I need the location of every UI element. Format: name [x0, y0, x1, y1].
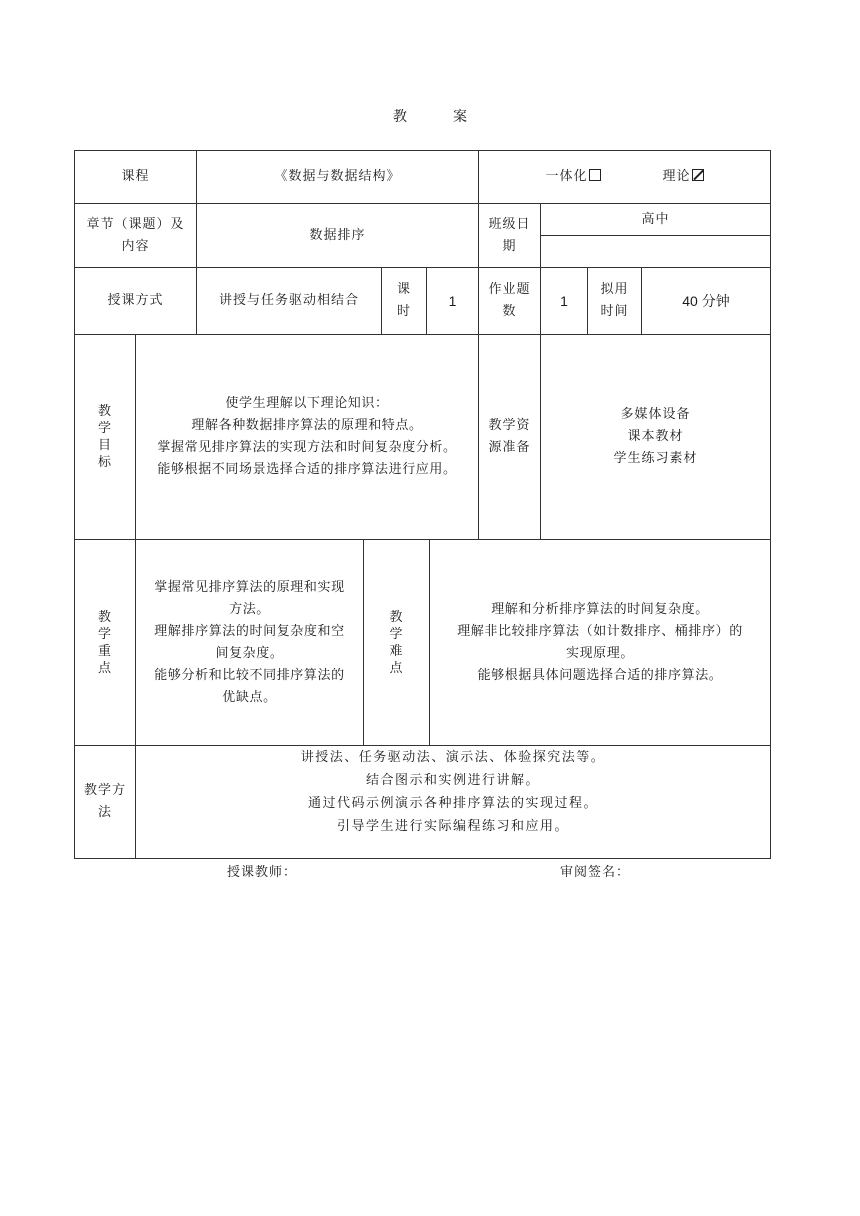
- resources-label-line: 源准备: [488, 440, 531, 455]
- page-title: 教案: [393, 109, 513, 125]
- method-label-cell: [75, 268, 196, 334]
- teaching-methods-label-line: 法: [97, 805, 112, 820]
- teaching-methods-line: 引导学生进行实际编程练习和应用。: [336, 819, 569, 834]
- planned-time-label-line: 时间: [600, 304, 629, 319]
- teaching-methods-content-cell: [136, 746, 770, 858]
- key-points-label-cell: [75, 540, 135, 745]
- key-points-label-char: 学: [97, 626, 112, 642]
- difficulties-label-cell: [364, 540, 429, 745]
- resources-label-line: 教学资: [488, 418, 531, 433]
- difficulties-content-cell: [430, 540, 770, 745]
- unchecked-box-icon[interactable]: [589, 169, 601, 181]
- checked-box-icon[interactable]: [692, 169, 704, 181]
- difficulties-label-char: 学: [389, 626, 404, 642]
- periods-label-cell: [382, 268, 426, 334]
- option-integrated-label: 一体化: [545, 169, 588, 184]
- teaching-methods-line: 结合图示和实例进行讲解。: [365, 773, 540, 788]
- course-label-cell: [75, 151, 196, 203]
- class-value-cell: [541, 204, 770, 235]
- periods-label-line: 时: [396, 304, 411, 319]
- difficulties-line: 理解和分析排序算法的时间复杂度。: [491, 601, 709, 617]
- objectives-label-char: 目: [97, 438, 112, 453]
- homework-label-line: 数: [502, 304, 517, 319]
- planned-time-label-line: 拟用: [600, 282, 629, 297]
- homework-label-line: 作业题: [488, 282, 531, 297]
- method-value: 讲授与任务驱动相结合: [218, 293, 359, 308]
- objectives-line: 能够根据不同场景选择合适的排序算法进行应用。: [157, 462, 457, 477]
- planned-time-label-cell: [588, 268, 641, 334]
- homework-label-cell: [479, 268, 540, 334]
- key-points-label-char: 教: [97, 609, 112, 625]
- chapter-content: 数据排序: [309, 227, 366, 243]
- chapter-label-cell: [75, 204, 196, 267]
- resources-label-cell: [479, 335, 540, 539]
- option-theory[interactable]: [663, 166, 704, 188]
- objectives-label-char: 教: [97, 404, 112, 419]
- objectives-line: 理解各种数据排序算法的原理和特点。: [191, 418, 423, 433]
- course-label: 课程: [121, 169, 150, 184]
- key-points-line: 能够分析和比较不同排序算法的: [154, 667, 345, 683]
- key-points-content-cell: [136, 540, 363, 745]
- homework-value-cell: [541, 268, 587, 334]
- difficulties-label-char: 点: [389, 660, 404, 676]
- periods-value: 1: [448, 293, 457, 309]
- option-theory-label: 理论: [662, 169, 691, 184]
- objectives-label-char: 标: [97, 455, 112, 470]
- course-type-cell: [479, 151, 770, 203]
- class-date-label-line: 班级日: [488, 216, 531, 232]
- difficulties-label-char: 难: [389, 643, 404, 659]
- periods-value-cell: [427, 268, 478, 334]
- class-date-label-cell: [479, 204, 540, 267]
- class-date-label-line: 期: [502, 238, 517, 254]
- key-points-line: 理解排序算法的时间复杂度和空: [154, 623, 345, 639]
- resources-content-cell: [541, 335, 770, 539]
- option-integrated[interactable]: [545, 166, 600, 188]
- resources-line: 课本教材: [627, 429, 684, 444]
- objectives-label-char: 学: [97, 421, 112, 436]
- teaching-methods-line: 讲授法、任务驱动法、演示法、体验探究法等。: [300, 750, 606, 765]
- periods-label-line: 课: [396, 282, 411, 297]
- homework-value: 1: [560, 293, 568, 309]
- teaching-methods-line: 通过代码示例演示各种排序算法的实现过程。: [307, 796, 598, 811]
- teaching-methods-label-line: 教学方: [83, 783, 126, 798]
- key-points-label-char: 重: [97, 643, 112, 659]
- difficulties-label-char: 教: [389, 609, 404, 625]
- chapter-content-cell: [197, 204, 478, 267]
- difficulties-line: 能够根据具体问题选择合适的排序算法。: [477, 667, 723, 683]
- key-points-line: 优缺点。: [222, 689, 277, 705]
- teacher-signature-label: 授课教师：: [227, 865, 298, 880]
- resources-line: 学生练习素材: [613, 451, 698, 466]
- objectives-content-cell: [136, 335, 478, 539]
- course-name: 《数据与数据结构》: [274, 169, 401, 184]
- key-points-line: 方法。: [229, 601, 270, 617]
- objectives-label-cell: [75, 335, 135, 539]
- key-points-line: 间复杂度。: [215, 645, 284, 661]
- reviewer-signature-label: 审阅签名：: [560, 865, 631, 880]
- objectives-line: 使学生理解以下理论知识：: [225, 396, 389, 411]
- class-value: 高中: [641, 211, 670, 227]
- key-points-label-char: 点: [97, 660, 112, 676]
- resources-line: 多媒体设备: [620, 407, 691, 422]
- chapter-label-line: 章节（课题）及: [86, 216, 185, 232]
- objectives-line: 掌握常见排序算法的实现方法和时间复杂度分析。: [157, 440, 457, 455]
- planned-time-value-cell: [642, 268, 770, 334]
- teaching-methods-label-cell: [75, 746, 135, 858]
- method-value-cell: [197, 268, 381, 334]
- chapter-label-line: 内容: [121, 238, 150, 254]
- difficulties-line: 理解非比较排序算法（如计数排序、桶排序）的: [457, 623, 743, 639]
- planned-time-value: 40 分钟: [682, 293, 730, 309]
- difficulties-line: 实现原理。: [565, 645, 634, 661]
- key-points-line: 掌握常见排序算法的原理和实现: [154, 579, 345, 595]
- method-label: 授课方式: [107, 293, 164, 308]
- date-value-cell: [541, 236, 770, 267]
- course-name-cell: [197, 151, 478, 203]
